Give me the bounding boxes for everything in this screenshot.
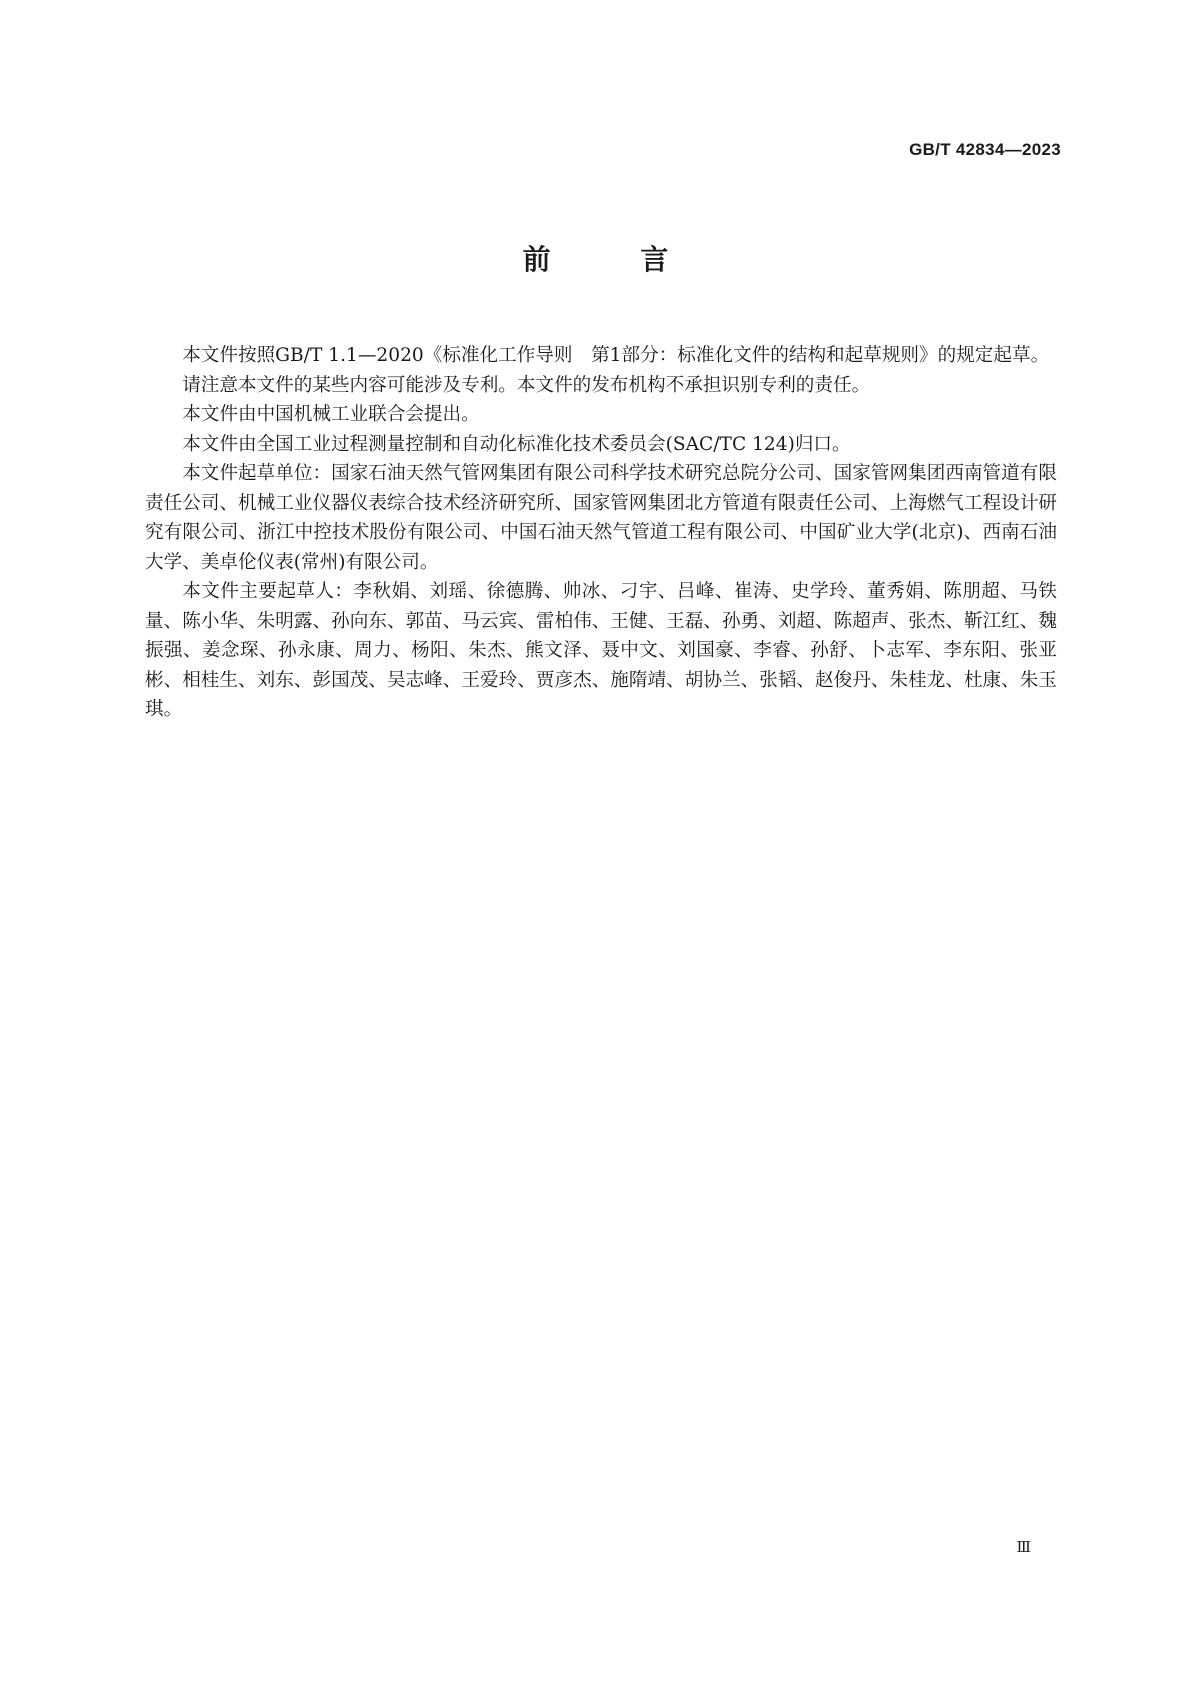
standard-number: GB/T 42834—2023 bbox=[909, 140, 1061, 159]
section-title: 前 言 bbox=[522, 243, 709, 276]
foreword-body bbox=[145, 341, 1057, 725]
paragraph-drafters: 本文件主要起草人：李秋娟、刘瑶、徐德腾、帅冰、刁宇、吕峰、崔涛、史学玲、董秀娟、陈朋超、马铁量、陈小华、朱明露、孙向东、郭苗、马云宾、雷柏伟、王健、王磊、孙勇、刘超、陈超声、张杰、靳江红、魏振强、姜念琛、孙永康、周力、杨阳、朱杰、熊文泽、聂中文、刘国豪、李睿、孙舒、卜志军、李东阳、张亚彬、相桂生、刘东、彭国茂、吴志峰、王爱玲、贾彦杰、施隋靖、胡协兰、张韬、赵俊丹、朱桂龙、杜康、朱玉琪。 bbox=[145, 581, 1057, 720]
paragraph-drafting-rules: 本文件按照GB/T 1.1—2020《标准化工作导则 第1部分：标准化文件的结构和起草规则》的规定起草。 bbox=[182, 345, 1050, 366]
paragraph-patent-notice: 请注意本文件的某些内容可能涉及专利。本文件的发布机构不承担识别专利的责任。 bbox=[182, 374, 871, 396]
paragraph-centralized-by: 本文件由全国工业过程测量控制和自动化标准化技术委员会(SAC/TC 124)归口。 bbox=[182, 433, 851, 455]
paragraph-drafting-organizations: 本文件起草单位：国家石油天然气管网集团有限公司科学技术研究总院分公司、国家管网集团西南管道有限责任公司、机械工业仪器仪表综合技术经济研究所、国家管网集团北方管道有限责任公司、上海燃气工程设计研究有限公司、浙江中控技术股份有限公司、中国石油天然气管道工程有限公司、中国矿业大学(北京)、西南石油大学、美卓伦仪表(常州)有限公司。 bbox=[145, 463, 1057, 573]
paragraph-proposed-by: 本文件由中国机械工业联合会提出。 bbox=[182, 404, 480, 425]
page-number: Ⅲ bbox=[1016, 1538, 1031, 1556]
